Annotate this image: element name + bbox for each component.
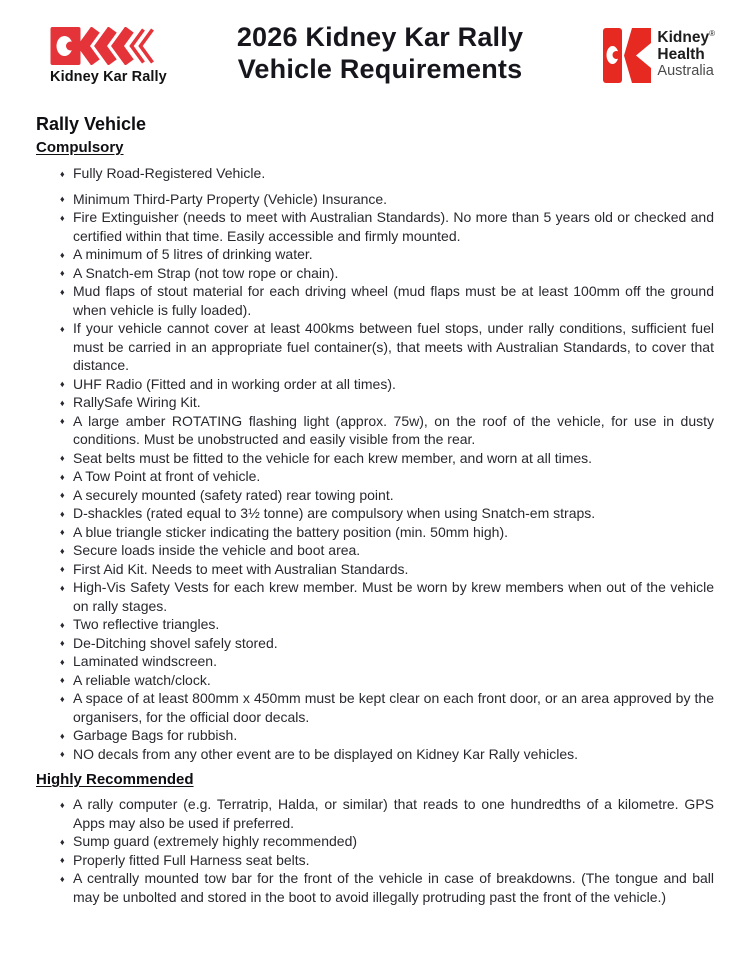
- diamond-bullet-icon: ♦: [60, 323, 65, 334]
- diamond-bullet-icon: ♦: [60, 268, 65, 278]
- list-item-text: High-Vis Safety Vests for each krew member. Must be worn by krew members when out of the vehicle on rally stages.: [73, 579, 714, 614]
- diamond-bullet-icon: ♦: [60, 490, 65, 500]
- list-item-text: Mud flaps of stout material for each driving wheel (mud flaps must be at least 100mm off the ground when vehicle is fully loaded).: [73, 283, 714, 318]
- list-item-text: Sump guard (extremely highly recommended): [73, 833, 358, 849]
- list-item-text: A centrally mounted tow bar for the front of the vehicle in case of breakdowns. (The tongue and ball may be unbolted and stored in the boot to avoid illegally protruding past the front of the vehicle.): [73, 870, 714, 905]
- diamond-bullet-icon: ♦: [60, 855, 65, 865]
- diamond-bullet-icon: ♦: [60, 379, 65, 389]
- list-item-text: Minimum Third-Party Property (Vehicle) Insurance.: [73, 190, 388, 207]
- diamond-bullet-icon: ♦: [60, 582, 65, 593]
- list-item-text: A rally computer (e.g. Terratrip, Halda, or similar) that reads to one hundredths of a kilometre. GPS Apps may also be used if preferred.: [73, 796, 714, 831]
- list-item-text: A minimum of 5 litres of drinking water.: [73, 246, 313, 262]
- kidney-health-mark-icon: [603, 28, 651, 83]
- diamond-bullet-icon: ♦: [60, 638, 65, 648]
- diamond-bullet-icon: ♦: [60, 799, 65, 810]
- kidney-health-word2: Health: [657, 46, 705, 63]
- list-item: [59, 652, 714, 671]
- list-item: [59, 541, 714, 560]
- list-item-text: Laminated windscreen.: [73, 653, 217, 669]
- list-item: [59, 869, 714, 906]
- list-item: [59, 375, 714, 394]
- list-item-text: Seat belts must be fitted to the vehicle for each krew member, and worn at all times.: [73, 449, 593, 466]
- diamond-bullet-icon: ♦: [60, 873, 65, 884]
- list-item: [59, 467, 714, 486]
- list-item-text: D-shackles (rated equal to 3½ tonne) are compulsory when using Snatch-em straps.: [73, 505, 596, 521]
- diamond-bullet-icon: ♦: [60, 397, 65, 408]
- diamond-bullet-icon: ♦: [60, 836, 65, 847]
- diamond-bullet-icon: ♦: [60, 416, 65, 426]
- list-item: [59, 449, 714, 468]
- list-item: [59, 245, 714, 264]
- list-item: [59, 164, 714, 183]
- list-item: [59, 190, 714, 209]
- document-content: [36, 114, 714, 906]
- list-item: [59, 208, 714, 245]
- list-item-text: If your vehicle cannot cover at least 400kms between fuel stops, under rally conditions, sufficient fuel must be carried in an appropriate fuel container(s), that meets with Australian Standards, to cover that distance.: [73, 320, 714, 373]
- list-item: [59, 634, 714, 653]
- compulsory-list: [36, 164, 714, 763]
- list-item: [59, 851, 714, 870]
- diamond-bullet-icon: ♦: [60, 693, 65, 704]
- list-item-text: UHF Radio (Fitted and in working order at all times).: [73, 375, 396, 392]
- list-item: [59, 393, 714, 412]
- list-item: [59, 578, 714, 615]
- diamond-bullet-icon: ♦: [60, 730, 65, 741]
- list-item-text: First Aid Kit. Needs to meet with Australian Standards.: [73, 560, 409, 577]
- list-item-text: Properly fitted Full Harness seat belts.: [73, 851, 310, 868]
- header: [0, 0, 750, 100]
- diamond-bullet-icon: ♦: [60, 249, 65, 260]
- diamond-bullet-icon: ♦: [60, 194, 65, 204]
- diamond-bullet-icon: ♦: [60, 508, 65, 519]
- kidney-kar-rally-logo-text: Kidney Kar Rally: [50, 69, 167, 85]
- list-item: [59, 832, 714, 851]
- diamond-bullet-icon: ♦: [60, 675, 65, 685]
- list-item: [59, 412, 714, 449]
- highly-recommended-heading: Highly Recommended: [36, 771, 194, 788]
- diamond-bullet-icon: ♦: [60, 619, 65, 630]
- highly-recommended-section: [36, 771, 714, 906]
- list-item-text: A reliable watch/clock.: [73, 671, 211, 688]
- list-item-text: Garbage Bags for rubbish.: [73, 727, 238, 743]
- list-item: [59, 671, 714, 690]
- list-item: [59, 319, 714, 375]
- page-title: [150, 21, 610, 85]
- list-item: [59, 282, 714, 319]
- list-item: [59, 264, 714, 283]
- page-title-line2: Vehicle Requirements: [237, 54, 523, 84]
- list-item: [59, 560, 714, 579]
- diamond-bullet-icon: ♦: [60, 471, 65, 482]
- list-item: [59, 689, 714, 726]
- list-item-text: Fully Road-Registered Vehicle.: [73, 165, 266, 181]
- kidney-kar-rally-mark-icon: [50, 27, 157, 65]
- list-item-text: Fire Extinguisher (needs to meet with Australian Standards). No more than 5 years old or checked and certified within that time. Easily accessible and firmly mounted.: [73, 209, 714, 244]
- list-item: [59, 795, 714, 832]
- list-item-text: Two reflective triangles.: [73, 616, 220, 632]
- list-item: [59, 726, 714, 745]
- list-item-text: A large amber ROTATING flashing light (approx. 75w), on the roof of the vehicle, for use in dusty conditions. Must be unobstructed and easily visible from the rear.: [73, 412, 714, 447]
- diamond-bullet-icon: ♦: [60, 527, 65, 537]
- list-item: [59, 745, 714, 764]
- kidney-health-logo-text: [657, 28, 715, 79]
- compulsory-section: [36, 139, 714, 763]
- diamond-bullet-icon: ♦: [60, 212, 65, 223]
- list-item-text: A securely mounted (safety rated) rear towing point.: [73, 486, 394, 503]
- list-item: [59, 504, 714, 523]
- diamond-bullet-icon: ♦: [60, 545, 65, 556]
- kidney-health-word1: Kidney®: [657, 28, 715, 46]
- diamond-bullet-icon: ♦: [60, 286, 65, 297]
- diamond-bullet-icon: ♦: [60, 168, 65, 179]
- list-item-text: A space of at least 800mm x 450mm must be kept clear on each front door, or an area approved by the organisers, for the official door decals.: [73, 690, 714, 725]
- list-item-text: A Snatch-em Strap (not tow rope or chain).: [73, 264, 339, 281]
- list-item-text: Secure loads inside the vehicle and boot area.: [73, 542, 361, 558]
- list-item-text: A blue triangle sticker indicating the battery position (min. 50mm high).: [73, 523, 508, 540]
- list-item-text: A Tow Point at front of vehicle.: [73, 468, 261, 484]
- diamond-bullet-icon: ♦: [60, 656, 65, 667]
- registered-mark-icon: ®: [709, 28, 715, 38]
- list-item: [59, 486, 714, 505]
- list-item-text: De-Ditching shovel safely stored.: [73, 634, 278, 651]
- rally-vehicle-heading: Rally Vehicle: [36, 114, 147, 134]
- kidney-health-word3: Australia: [657, 63, 714, 79]
- compulsory-heading: Compulsory: [36, 139, 124, 156]
- highly-recommended-list: [36, 795, 714, 906]
- list-item: [59, 523, 714, 542]
- list-item-text: NO decals from any other event are to be displayed on Kidney Kar Rally vehicles.: [73, 745, 579, 762]
- diamond-bullet-icon: ♦: [60, 749, 65, 759]
- diamond-bullet-icon: ♦: [60, 564, 65, 574]
- page-title-line1: 2026 Kidney Kar Rally: [236, 22, 524, 52]
- list-item-text: RallySafe Wiring Kit.: [73, 394, 201, 410]
- diamond-bullet-icon: ♦: [60, 453, 65, 463]
- list-item: [59, 615, 714, 634]
- kidney-health-australia-logo: [603, 28, 715, 83]
